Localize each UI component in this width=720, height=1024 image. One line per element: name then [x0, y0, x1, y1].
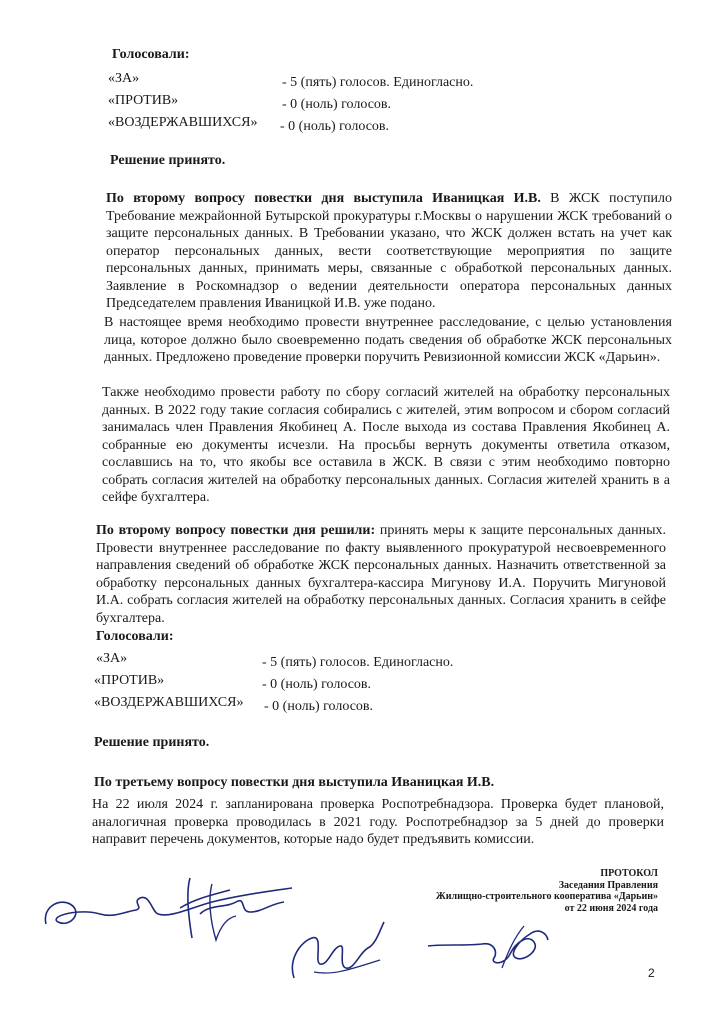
q2-consents-paragraph: Также необходимо провести работу по сбору согласий жителей на обработку персональных данных. В 2022 году такие согласия собирались с жителей, этим вопросом и сбором согласий занималась член Правления Якобинец А. После выхода из состава Правления Якобинец А. собранные ею документы исчезли. На просьбы вернуть документы ответила отказом, сославшись на то, что якобы все оставила в ЖСК. В связи с этим необходимо повторно собрать согласия жителей на обработку персональных данных. Согласия жителей хранить в а сейфе бухгалтера. — [102, 385, 670, 505]
q2-decided-text: принять меры к защите персональных данных. Провести внутреннее расследование по факту выявленного прокуратурой несвоевременного направления сведений об обработке ЖСК персональных данных. Назначить ответственной за обработку персональных данных бухгалтера-кассира Мигунову И.А. Поручить Мигуновой И.А. собрать согласия жителей на обработку персональных данных. Согласия хранить в сейфе бухгалтера. — [96, 523, 666, 626]
q2-decided-lead: По второму вопросу повестки дня решили: — [96, 523, 376, 538]
vote-label-against-2: «ПРОТИВ» — [94, 673, 165, 688]
decision-accepted-1: Решение принято. — [110, 153, 226, 168]
protocol-stamp — [398, 868, 658, 914]
q3-heading: По третьему вопросу повестки дня выступила Иваницкая И.В. — [94, 775, 495, 790]
protocol-stamp-line-1: Заседания Правления — [558, 879, 658, 891]
vote-value-for-2: - 5 (пять) голосов. Единогласно. — [262, 655, 454, 670]
protocol-stamp-title: ПРОТОКОЛ — [600, 868, 658, 879]
voted-heading-1: Голосовали: — [112, 47, 190, 62]
vote-label-abstain-2: «ВОЗДЕРЖАВШИХСЯ» — [94, 695, 244, 710]
vote-label-against-1: «ПРОТИВ» — [108, 93, 179, 108]
voted-heading-2: Голосовали: — [96, 629, 174, 644]
protocol-stamp-line-2: Жилищно-строительного кооператива «Дарьин» — [435, 891, 658, 902]
q2-investigation-paragraph: В настоящее время необходимо провести внутреннее расследование, с целью установления лица, которое должно было своевременно подать сведения об обработке ЖСК персональных данных. Предложено проведение проверки поручить Ревизионной комиссии ЖСК «Дарьин». — [104, 315, 672, 365]
vote-value-abstain-1: - 0 (ноль) голосов. — [280, 119, 390, 134]
vote-value-against-1: - 0 (ноль) голосов. — [282, 97, 392, 112]
vote-label-abstain-1: «ВОЗДЕРЖАВШИХСЯ» — [108, 115, 258, 130]
q2-speech-lead: По второму вопросу повестки дня выступила Иваницкая И.В. — [106, 191, 541, 206]
decision-accepted-2: Решение принято. — [94, 735, 210, 750]
signature-right — [424, 912, 554, 982]
vote-value-against-2: - 0 (ноль) голосов. — [262, 677, 372, 692]
vote-value-abstain-2: - 0 (ноль) голосов. — [264, 699, 374, 714]
page-number: 2 — [648, 966, 655, 980]
vote-label-for-1: «ЗА» — [108, 71, 140, 86]
q2-speech-paragraph — [106, 190, 672, 313]
vote-value-for-1: - 5 (пять) голосов. Единогласно. — [282, 75, 474, 90]
q2-decided-paragraph — [96, 522, 666, 627]
signature-middle — [284, 912, 404, 992]
q3-paragraph: На 22 июля 2024 г. запланирована проверка Роспотребнадзора. Проверка будет плановой, аналогичная проверка проводилась в 2021 году. Роспотребнадзор за 5 дней до проверки направит перечень документов, которые надо будет предъявить комиссии. — [92, 797, 664, 847]
vote-label-for-2: «ЗА» — [96, 651, 128, 666]
protocol-stamp-line-3: от 22 июня 2024 года — [564, 902, 658, 914]
q2-speech-text: В ЖСК поступило Требование межрайонной Бутырской прокуратуры г.Москвы о нарушении ЖСК требований о защите персональных данных. В Требовании указано, что ЖСК должен встать на учет как оператор персональных данных, вести соответствующие мероприятия по защите персональных данных, принимать меры, связанные с обработкой персональных данных. Заявление в Роскомнадзор о ведении деятельности оператора персональных данных Председателем правления Иваницкой И.В. уже подано. — [106, 191, 672, 311]
signature-left — [40, 868, 300, 948]
